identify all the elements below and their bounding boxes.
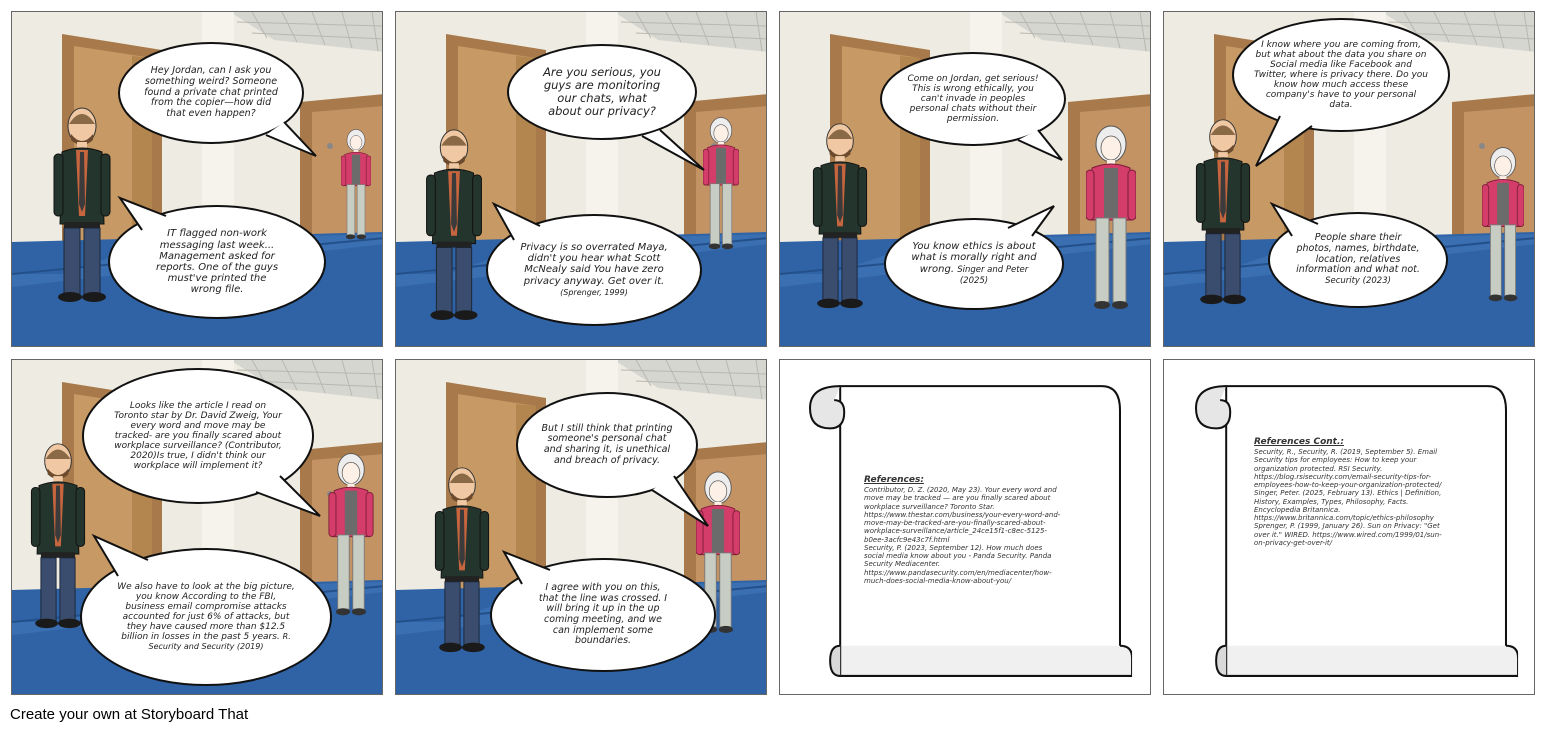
comic-panel-2 [395,11,767,347]
bubble-dialogue: Privacy is so overrated Maya, didn't you hear what Scott McNealy said You have zero privacy anyway. Get over it. [520,242,668,287]
speech-bubble-top [878,50,1068,148]
man-character [52,104,112,304]
bubble-dialogue: People share their photos, names, birthdate, location, relatives information and what not. [1296,232,1420,276]
speech-bubble-bottom [1266,210,1450,310]
bubble-text: Looks like the article I read on Toronto star by Dr. David Zweig, Your every word and move may be tracked- are you finally scared about workplace surveillance? (Contributor, 2020)Is true, I didn't think our workplace will implement it? [114,400,282,472]
bubble-text: I know where you are coming from, but what about the data you share on Social media like Facebook and Twitter, where is privacy there. Do you know how much access these company's have to your personal data. [1253,39,1429,111]
references-cont-text [1254,420,1450,555]
bubble-text: But I still think that printing someone's personal chat and sharing it, is unethical and breach of privacy. [541,422,673,466]
comic-panel-3 [779,11,1151,347]
bubble-text: Come on Jordan, get serious! This is wrong ethically, you can't invade in peoples personal chats without their permission. [907,73,1039,125]
comic-panel-references [779,359,1151,695]
speech-bubble-bottom [484,212,704,328]
speech-bubble-bottom [488,556,718,674]
man-character [810,120,870,310]
bubble-text [519,242,669,298]
man-character [1192,116,1254,306]
bubble-dialogue: We also have to look at the big picture, you know According to the FBI, business email compromise attacks accounted for just 6% of attacks, but they have caused more than $12.5 billion in losses in the past 5 years. [117,581,295,643]
citation: R. Security and Security (2019) [148,632,291,652]
speech-bubble-bottom [106,204,328,320]
comic-panel-6 [395,359,767,695]
references-cont-body: Security, R., Security, R. (2019, September 5). Email Security tips for employees: How to keep your organization protected. RSI Security. https://blog.rsisecurity.com/email-security-tips-for-employees-how-to-keep-your-organization-protected/ Singer, Peter. (2025, February 13). Ethics | Definition, History, Examples, Types, Philosophy, Facts. Encyclopedia Britannica. https://www.britannica.com/topic/ethics-philosophy Sprenger, P. (1999, January 26). Sun on Privacy: "Get over it." WIRED. https://www.wired.com/1999/01/sun-on-privacy-get-over-it/ [1254,448,1442,547]
comic-panel-4 [1163,11,1535,347]
storyboard-that-link[interactable]: Create your own at Storyboard That [10,706,249,723]
comic-panel-5 [11,359,383,695]
references-text [864,458,1064,593]
speech-bubble-top [514,390,700,500]
bubble-text: IT flagged non-work messaging last week... Management asked for reports. One of the guys must've printed the wrong file. [155,228,279,296]
speech-bubble-bottom [78,546,334,688]
references-heading: References: [864,474,924,485]
woman-character [703,112,739,254]
citation: Singer and Peter (2025) [957,264,1029,287]
bubble-text [910,241,1038,286]
citation: (Sprenger, 1999) [560,287,628,297]
woman-character [328,450,374,618]
speech-bubble-top [80,366,316,506]
speech-bubble-bottom [882,216,1066,312]
man-character [424,126,484,322]
references-body: Contributor, D. Z. (2020, May 23). Your every word and move may be tracked — are you finally scared about workplace surveillance? Toronto Star. https://www.thestar.com/business/your-every-word-and-move-may-be-tracked-are-you-finally-scared-about-workplace-surveillance/article_24ce15f1-c8ec-5125-b0ee-3acfc9e43c7f.html Security, P. (2023, September 12). How much does social media know about you - Panda Security. Panda Security Mediacenter. https://www.pandasecurity.com/en/mediacenter/how-much-does-social-media-know-about-you/ [864,486,1061,585]
comic-panel-references-cont [1163,359,1535,695]
bubble-text: Hey Jordan, can I ask you something weird? Someone found a private chat printed from the copier—how did that even happen? [144,65,278,119]
man-character [432,464,492,654]
references-cont-heading: References Cont.: [1254,436,1344,447]
speech-bubble-top [504,42,700,142]
bubble-text [116,582,296,653]
speech-bubble-top [116,40,306,146]
citation: Security (2023) [1325,275,1391,286]
comic-panel-1 [11,11,383,347]
bubble-text: I agree with you on this, that the line was crossed. I will bring it up in the up coming meeting, and we can implement some boundaries. [538,582,668,647]
woman-character [1086,122,1136,312]
woman-character [1482,144,1524,304]
bubble-dialogue: You know ethics is about what is morally right and wrong. [911,241,1037,275]
bubble-text: Are you serious, you guys are monitoring our chats, what about our privacy? [543,65,661,118]
speech-bubble-top [1230,16,1452,134]
woman-character [341,122,371,246]
bubble-text [1296,233,1420,286]
